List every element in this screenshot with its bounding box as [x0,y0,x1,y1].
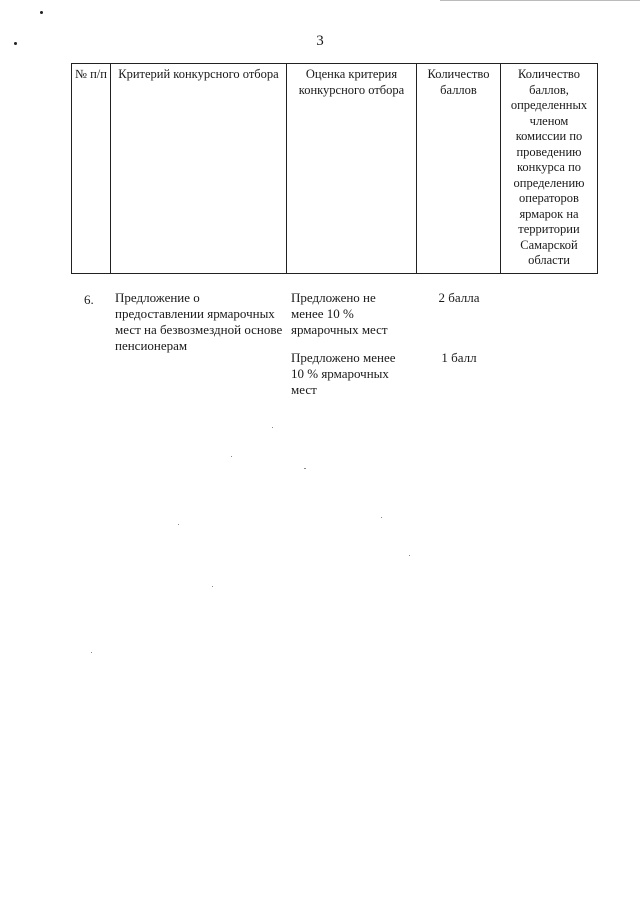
scan-speck [178,524,179,525]
scan-speck [381,517,382,518]
page-number: 3 [316,33,324,49]
scan-speck [212,586,213,587]
scan-dot [40,11,43,14]
scan-speck [231,456,232,457]
row-number: 6. [84,292,94,307]
header-cell-number: № п/п [72,64,111,274]
points-value: 2 балла [438,290,480,305]
criterion-text: Предложение о предоставлении ярмарочных мест на безвозмездной основе пенсионерам [115,290,283,353]
scan-speck [272,427,273,428]
header-cell-criterion: Критерий конкурсного отбора [111,64,287,274]
criteria-table-header [71,63,598,274]
scan-speck [409,555,410,556]
scan-edge-line [440,0,640,1]
evaluation-option: Предложено менее 10 % ярмарочных мест [291,350,396,397]
points-value: 1 балл [441,350,477,365]
scan-speck [304,468,306,469]
evaluation-option: Предложено не менее 10 % ярмарочных мест [291,290,388,337]
header-cell-points: Количество баллов [417,64,501,274]
scan-speck [91,652,92,653]
header-row [72,64,598,274]
header-cell-commission-points: Количество баллов, определенных членом комиссии по проведению конкурса по определению операторов ярмарок на территории Самарской области [501,64,598,274]
header-cell-evaluation: Оценка критерия конкурсного отбора [287,64,417,274]
